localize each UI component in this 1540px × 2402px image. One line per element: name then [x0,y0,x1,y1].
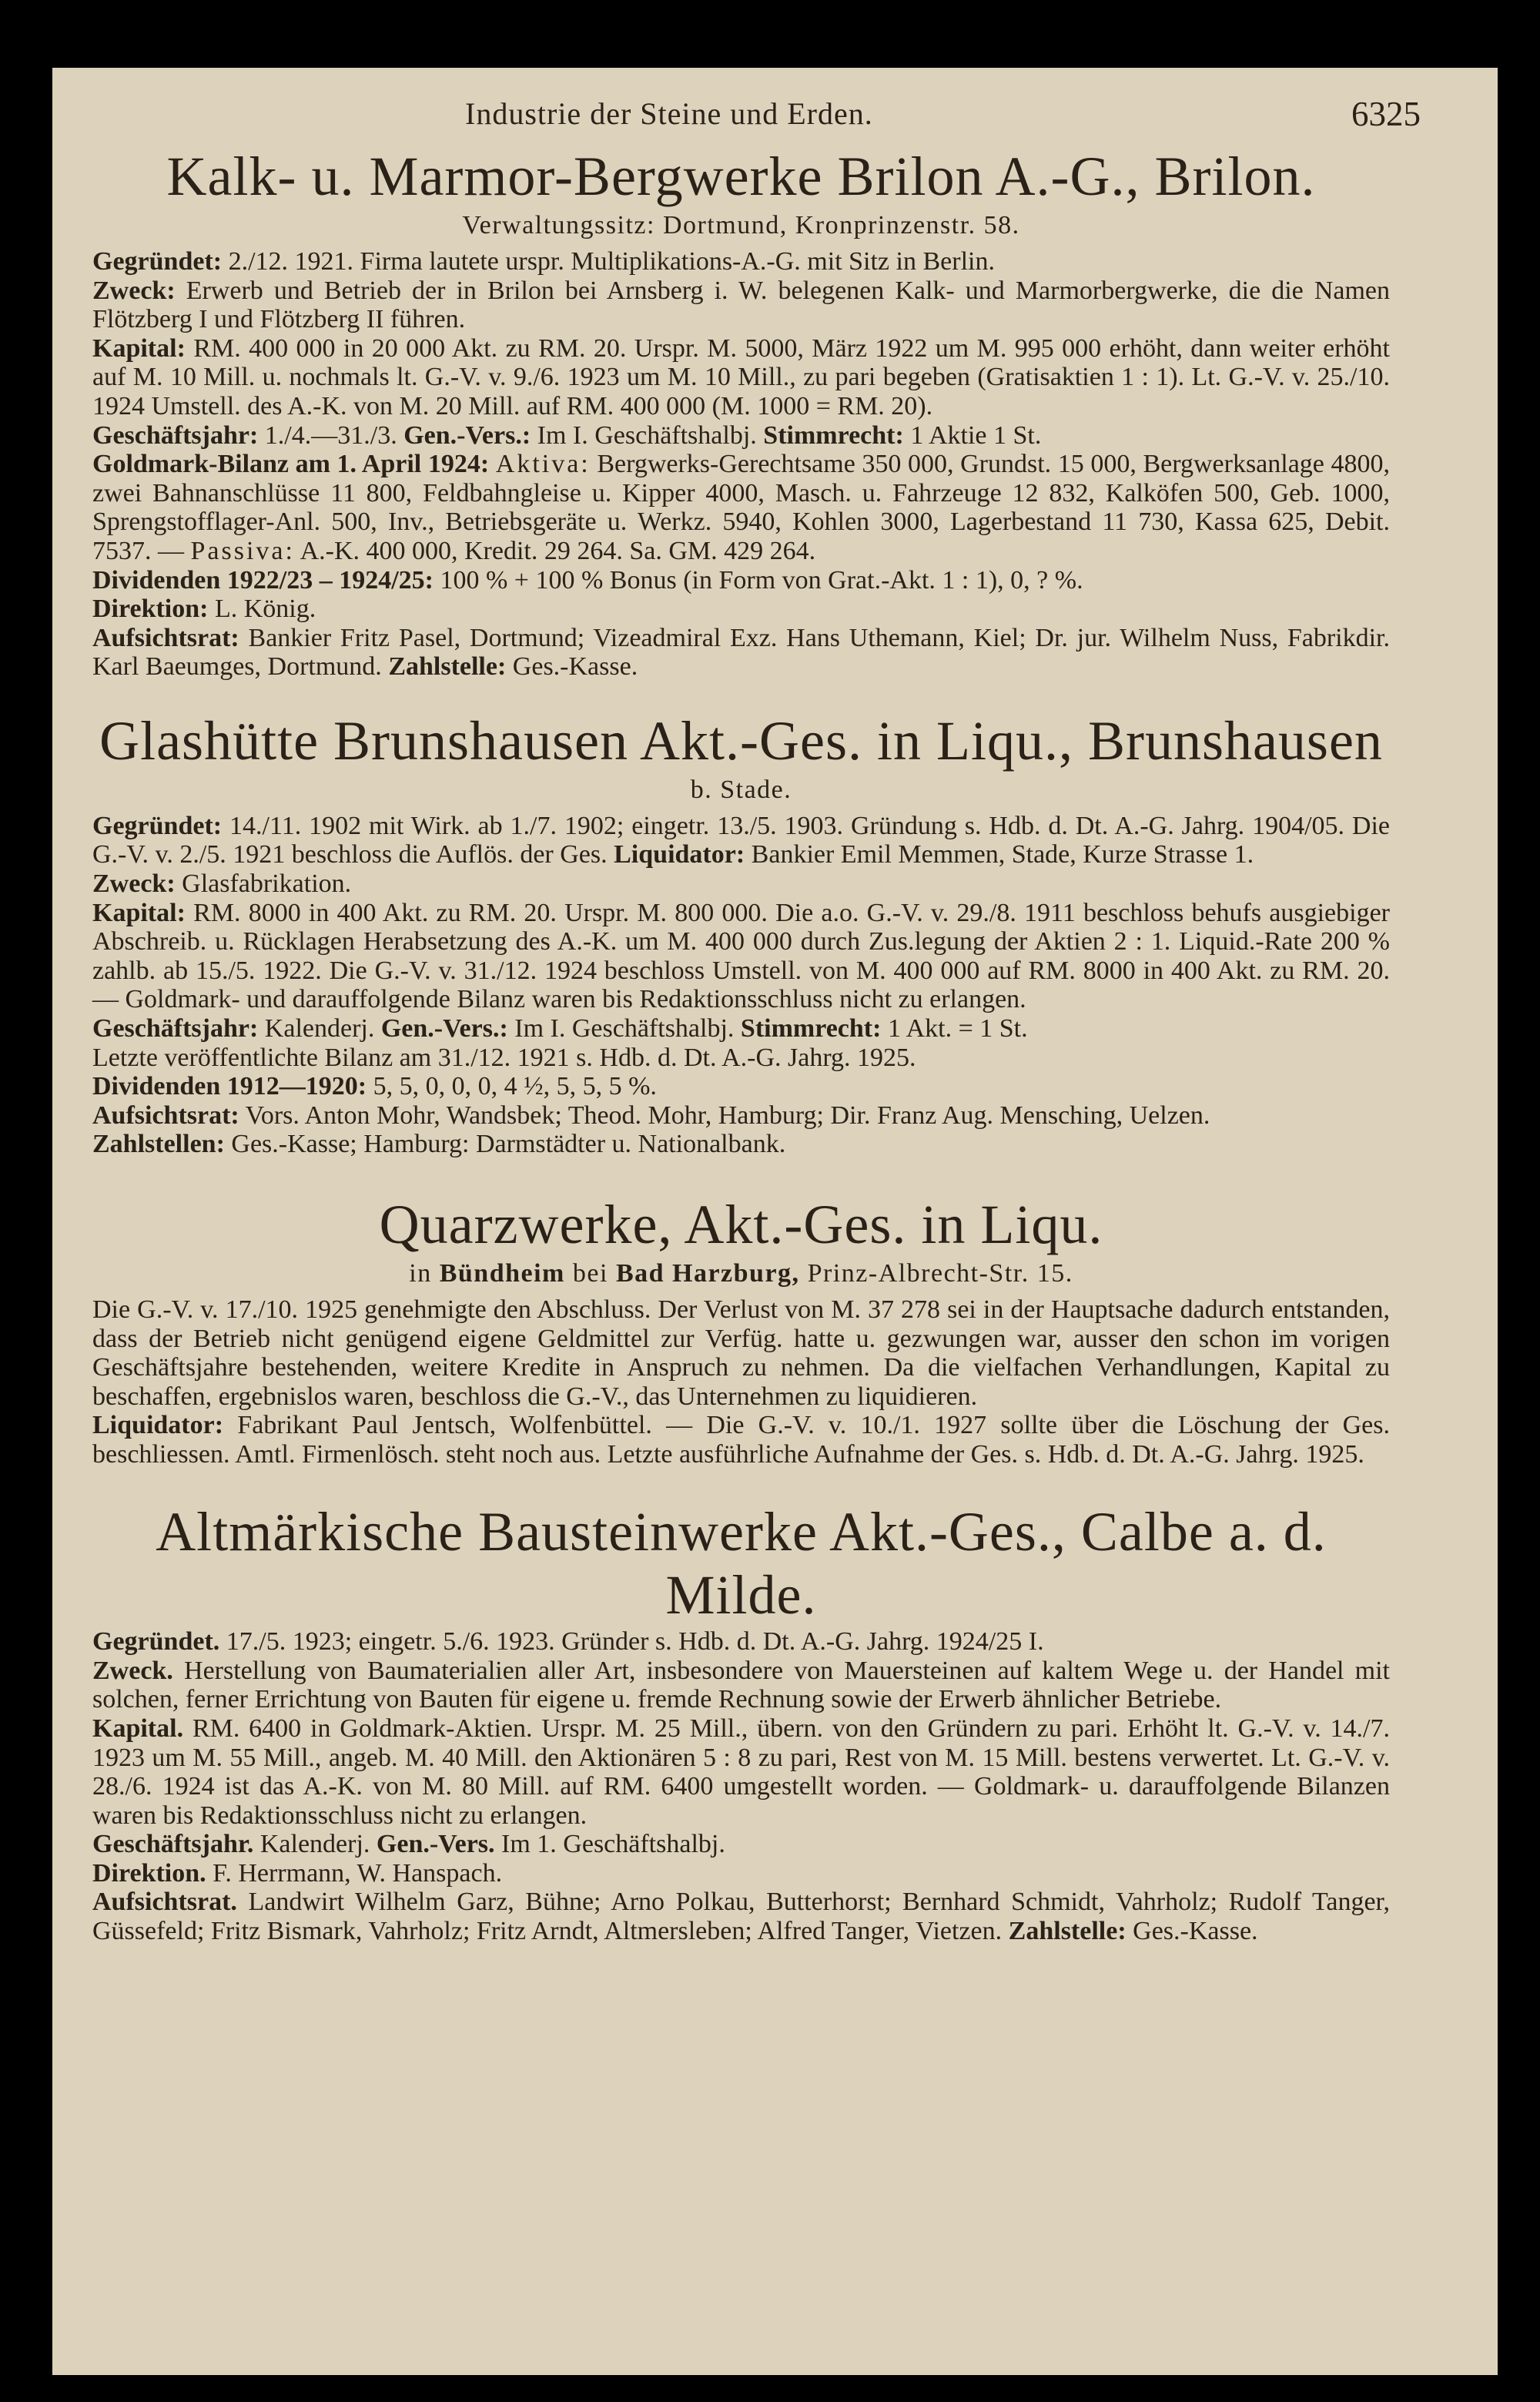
value-aktiva: Bergwerks-Gerechtsame 350 000, Grundst. 15 000, Bergwerksanlage 4800, zwei Bahnanschlüsse 11 800, Feldbahngleise u. Kipper 4000, Masch. u. Fahrzeuge 12 832, Kalköfen 500, Geb. 1000, Sprengstofflager-Anl. 500, Inv., Betriebsgeräte u. Werkz. 5940, Kohlen 3000, Lagerbestand 11 730, Kassa 625, Debit. 7537. — [92,450,1390,565]
label-dividenden: Dividenden 1912—1920: [92,1072,367,1101]
liquidation-paragraph [92,1295,1390,1411]
dividends-paragraph [92,566,1390,595]
board-paragraph [92,624,1390,682]
value-gen-vers: Im I. Geschäftshalbj. [514,1014,735,1044]
label-kapital: Kapital: [92,898,186,927]
label-direktion: Direktion: [92,595,209,624]
value-direktion: F. Herrmann, W. Hanspach. [213,1858,503,1888]
label-goldmark-bilanz: Goldmark-Bilanz am 1. April 1924: [92,450,490,479]
value-kapital: RM. 6400 in Goldmark-Aktien. Urspr. M. 25 Mill., übern. von den Gründern zu pari. Erhöht lt. G.-V. v. 14./7. 1923 um M. 55 Mill., angeb. M. 40 Mill. den Aktionären 5 : 8 zu pari, Rest von M. 15 Mill. bestens verwertet. Lt. G.-V. v. 28./6. 1924 ist das A.-K. von M. 80 Mill. auf RM. 6400 umgestellt worden. — Goldmark- u. darauffolgende Bilanzen waren bis Redaktionsschluss nicht zu erlangen. [92,1714,1390,1830]
value-geschaeftsjahr: Kalenderj. [259,1830,370,1859]
label-liquidator: Liquidator: [614,840,745,869]
entry-location [92,1257,1390,1291]
label-zahlstelle: Zahlstelle: [1008,1917,1127,1946]
entry-location: b. Stade. [690,775,792,804]
label-zweck: Zweck: [92,869,176,899]
label-zahlstelle: Zahlstelle: [388,652,507,682]
label-zahlstellen: Zahlstellen: [92,1130,225,1159]
fiscal-paragraph [92,1830,1390,1859]
value-dividenden: 5, 5, 0, 0, 0, 4 ½, 5, 5, 5 %. [373,1072,657,1101]
value-aufsichtsrat: Bankier Fritz Pasel, Dortmund; Vizeadmiral Exz. Hans Uthemann, Kiel; Dr. jur. Wilhelm Nuss, Fabrikdir. Karl Baeumges, Dortmund. [92,623,1390,682]
value-stimmrecht: 1 Aktie 1 St. [910,420,1042,450]
value-text: Die G.-V. v. 17./10. 1925 genehmigte den Abschluss. Der Verlust von M. 37 278 sei in der Hauptsache dadurch entstanden, dass der Betrieb nicht genügend eigene Geldmittel zur Verfüg. hatte u. gezwungen war, ausser den schon im vorigen Geschäftsjahre bestehenden, weitere Kredite in Anspruch zu nehmen. Da die vielfachen Verhandlungen, Kapital zu beschaffen, ergebnislos waren, beschloss die G.-V., das Unternehmen zu liquidieren. [92,1295,1390,1411]
label-aufsichtsrat: Aufsichtsrat. [92,1888,237,1917]
value-gen-vers: Im 1. Geschäftshalbj. [501,1830,725,1859]
label-gen-vers: Gen.-Vers. [376,1830,495,1859]
fiscal-paragraph [92,1014,1390,1044]
label-aufsichtsrat: Aufsichtsrat: [92,1100,239,1130]
entry-seat: Verwaltungssitz: Dortmund, Kronprinzenstr. 58. [462,210,1020,240]
value-zweck: Herstellung von Baumaterialien aller Art, insbesondere von Mauersteinen auf kaltem Wege u. der Handel mit solchen, ferner Errichtung von Bauten für eigene u. fremde Rechnung sowie der Erwerb ähnlicher Betriebe. [92,1656,1390,1714]
founded-paragraph [92,1627,1390,1657]
value-dividenden: 100 % + 100 % Bonus (in Form von Grat.-Akt. 1 : 1), 0, ? %. [440,565,1083,595]
founded-paragraph [92,247,1390,276]
balance-paragraph [92,450,1390,565]
label-kapital: Kapital. [92,1714,184,1743]
value-aufsichtsrat: Landwirt Wilhelm Garz, Bühne; Arno Polkau, Butterhorst; Bernhard Schmidt, Vahrholz; Rudolf Tanger, Güssefeld; Fritz Bismark, Vahrholz; Fritz Arndt, Altmersleben; Alfred Tanger, Vietzen. [92,1888,1391,1946]
capital-paragraph [92,334,1390,421]
purpose-paragraph [92,869,1390,899]
sub-bei: bei [572,1258,608,1288]
label-gen-vers: Gen.-Vers.: [380,1014,508,1044]
purpose-paragraph [92,276,1390,334]
entry-title: Quarzwerke, Akt.-Ges. in Liqu. [379,1194,1103,1255]
board-paragraph [92,1101,1390,1131]
value-zahlstelle: Ges.-Kasse. [1133,1917,1258,1946]
value-direktion: L. König. [214,595,316,624]
page-number: 6325 [1351,95,1421,133]
value-zweck: Glasfabrikation. [182,869,352,899]
value-geschaeftsjahr: 1./4.—31./3. [264,420,397,450]
capital-paragraph [92,899,1390,1014]
value-liquidator: Bankier Emil Memmen, Stade, Kurze Strasse 1. [751,840,1254,869]
value-stimmrecht: 1 Akt. = 1 St. [887,1014,1028,1044]
dividends-paragraph [92,1072,1390,1101]
label-geschaeftsjahr: Geschäftsjahr: [92,1014,259,1044]
label-liquidator: Liquidator: [92,1411,224,1440]
entry-title: Altmärkische Bausteinwerke Akt.-Ges., Calbe a. d. Milde. [156,1500,1327,1626]
value-bilanz: Letzte veröffentlichte Bilanz am 31./12. 1921 s. Hdb. d. Dt. A.-G. Jahrg. 1925. [92,1043,916,1072]
value-passiva: A.-K. 400 000, Kredit. 29 264. Sa. GM. 429 264. [300,536,816,565]
running-title: Industrie der Steine und Erden. [465,96,873,131]
direction-paragraph [92,1859,1390,1888]
label-aufsichtsrat: Aufsichtsrat: [92,623,239,652]
value-zahlstellen: Ges.-Kasse; Hamburg: Darmstädter u. Nationalbank. [231,1130,786,1159]
label-direktion: Direktion. [92,1858,206,1888]
label-gegruendet: Gegründet. [92,1627,220,1657]
value-liquidator: Fabrikant Paul Jentsch, Wolfenbüttel. — Die G.-V. v. 10./1. 1927 sollte über die Löschung der Ges. beschliessen. Amtl. Firmenlösch. steht noch aus. Letzte ausführliche Aufnahme der Ges. s. Hdb. d. Dt. A.-G. Jahrg. 1925. [92,1411,1390,1469]
value-gegruendet: 2./12. 1921. Firma lautete urspr. Multiplikations-A.-G. mit Sitz in Berlin. [228,246,995,276]
value-geschaeftsjahr: Kalenderj. [264,1014,375,1044]
label-aktiva: Aktiva: [495,450,591,479]
label-dividenden: Dividenden 1922/23 – 1924/25: [92,565,434,595]
fiscal-paragraph [92,421,1390,451]
entry-quarzwerke [92,1193,1390,1469]
direction-paragraph [92,595,1390,624]
sub-street: Prinz-Albrecht-Str. 15. [807,1258,1073,1288]
entry-title: Glashütte Brunshausen Akt.-Ges. in Liqu., Brunshausen [99,709,1383,772]
label-gegruendet: Gegründet: [92,246,223,276]
value-kapital: RM. 8000 in 400 Akt. zu RM. 20. Urspr. M. 800 000. Die a.o. G.-V. v. 29./8. 1911 beschloss behufs ausgiebiger Abschreib. u. Rücklagen Herabsetzung des A.-K. um M. 400 000 durch Zus.legung der Aktien 2 : 1. Liquid.-Rate 200 % zahlb. ab 15./5. 1922. Die G.-V. v. 31./12. 1924 beschloss Umstell. von M. 400 000 auf RM. 8000 in 400 Akt. zu RM. 20. — Goldmark- und darauffolgende Bilanz waren bis Redaktionsschluss nicht zu erlangen. [92,898,1390,1014]
balance-paragraph [92,1044,1390,1073]
book-page [52,68,1498,2375]
value-zweck: Erwerb und Betrieb der in Brilon bei Arnsberg i. W. belegenen Kalk- und Marmorbergwerke, die die Namen Flötzberg I und Flötzberg II führen. [92,276,1390,334]
entry-title: Kalk- u. Marmor-Bergwerke Brilon A.-G., Brilon. [166,146,1316,207]
paying-agents-paragraph [92,1130,1390,1159]
label-passiva: Passiva: [190,536,295,565]
sub-place-buendheim: Bündheim [439,1258,565,1288]
label-gen-vers: Gen.-Vers.: [403,420,531,450]
founded-paragraph [92,812,1390,869]
entry-kalk-marmor-bergwerke [92,145,1390,682]
entry-altmaerkische-bausteinwerke [92,1500,1390,1946]
purpose-paragraph [92,1657,1390,1714]
label-stimmrecht: Stimmrecht: [763,420,904,450]
label-geschaeftsjahr: Geschäftsjahr: [92,420,259,450]
label-zweck: Zweck: [92,276,176,305]
value-gen-vers: Im I. Geschäftshalbj. [537,420,757,450]
sub-in: in [409,1258,432,1288]
entry-glashuette-brunshausen [92,709,1390,1159]
value-gegruendet: 14./11. 1902 mit Wirk. ab 1./7. 1902; eingetr. 13./5. 1903. Gründung s. Hdb. d. Dt. A.-G. Jahrg. 1904/05. Die G.-V. v. 2./5. 1921 beschloss die Auflös. der Ges. [92,811,1391,869]
page-content [92,145,1390,1966]
label-gegruendet: Gegründet: [92,811,223,840]
value-kapital: RM. 400 000 in 20 000 Akt. zu RM. 20. Urspr. M. 5000, März 1922 um M. 995 000 erhöht, dann weiter erhöht auf M. 10 Mill. u. nochmals lt. G.-V. v. 9./6. 1923 um M. 10 Mill., zu pari begeben (Gratisaktien 1 : 1). Lt. G.-V. v. 25./10. 1924 Umstell. des A.-K. von M. 20 Mill. auf RM. 400 000 (M. 1000 = RM. 20). [92,333,1391,420]
label-geschaeftsjahr: Geschäftsjahr. [92,1830,254,1859]
value-aufsichtsrat: Vors. Anton Mohr, Wandsbek; Theod. Mohr, Hamburg; Dir. Franz Aug. Mensching, Uelzen. [245,1100,1210,1130]
label-stimmrecht: Stimmrecht: [740,1014,882,1044]
board-paragraph [92,1888,1390,1945]
label-kapital: Kapital: [92,333,186,363]
liquidator-paragraph [92,1411,1390,1469]
page-header [52,85,1498,131]
label-zweck: Zweck. [92,1656,173,1685]
value-gegruendet: 17./5. 1923; eingetr. 5./6. 1923. Gründer s. Hdb. d. Dt. A.-G. Jahrg. 1924/25 I. [226,1627,1044,1657]
value-zahlstelle: Ges.-Kasse. [512,652,638,682]
capital-paragraph [92,1714,1390,1830]
sub-place-bad-harzburg: Bad Harzburg, [615,1258,800,1288]
